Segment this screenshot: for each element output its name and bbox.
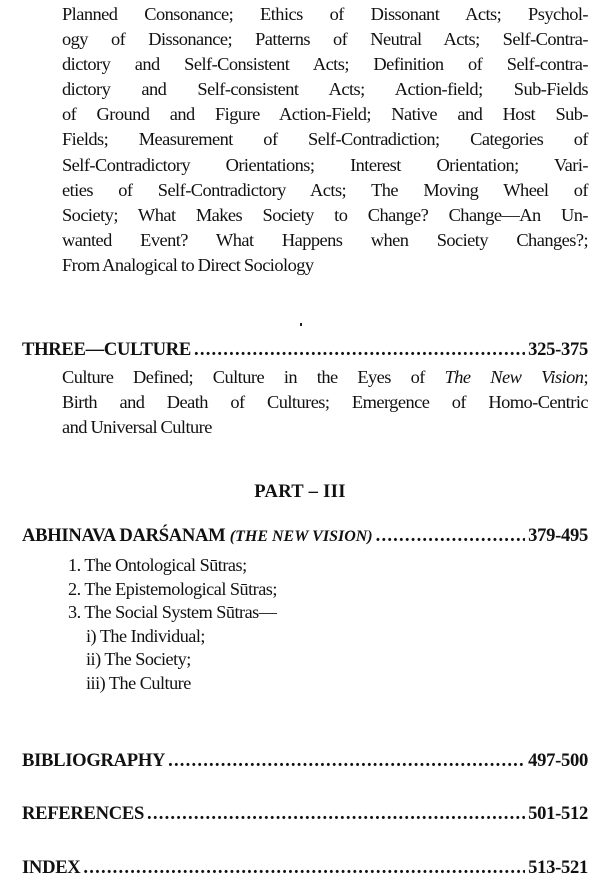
list-item: 1. The Ontological Sūtras; [68, 555, 247, 575]
intro-line: dictory and Self-Consistent Acts; Definition of Self-contra- [62, 54, 588, 75]
dot-leader [376, 525, 526, 547]
list-subitem: iii) The Culture [86, 672, 191, 693]
list-item: 2. The Epistemological Sūtras; [68, 578, 277, 599]
intro-paragraph [62, 2, 588, 278]
list-subitem: ii) The Society; [86, 649, 191, 670]
entry-title: THREE—CULTURE [22, 339, 191, 360]
part-heading: PART – III [254, 481, 346, 502]
entry-pages: 501-512 [528, 803, 588, 824]
entry-title: REFERENCES [22, 803, 145, 824]
entry-title: INDEX [22, 857, 81, 878]
stray-mark [300, 323, 302, 326]
dot-leader [83, 857, 525, 879]
toc-entry-bibliography [22, 750, 588, 772]
toc-entry-abhinava [22, 525, 588, 547]
entry-pages: 325-375 [528, 339, 588, 360]
intro-line: dictory and Self-consistent Acts; Action-field; Sub-Fields [62, 79, 588, 100]
entry-pages: 513-521 [528, 857, 588, 878]
toc-entry-culture [22, 339, 588, 361]
entry-pages: 379-495 [528, 525, 588, 546]
entry-pages: 497-500 [528, 750, 588, 771]
intro-line: Planned Consonance; Ethics of Dissonant Acts; Psychol- [62, 4, 588, 24]
intro-line: Fields; Measurement of Self-Contradiction; Categories of [62, 129, 588, 150]
culture-line: Birth and Death of Cultures; Emergence of Homo-Centric [62, 392, 588, 413]
culture-line: Culture Defined; Culture in the Eyes of The New Vision; [62, 367, 588, 387]
intro-line: of Ground and Figure Action-Field; Native and Host Sub- [62, 104, 588, 125]
list-subitem: i) The Individual; [86, 625, 205, 646]
intro-line: eties of Self-Contradictory Acts; The Moving Wheel of [62, 179, 588, 200]
dot-leader [194, 339, 525, 361]
dot-leader [147, 803, 525, 825]
intro-line: ogy of Dissonance; Patterns of Neutral Acts; Self-Contra- [62, 29, 588, 50]
toc-entry-references [22, 803, 588, 825]
entry-title: BIBLIOGRAPHY [22, 750, 166, 771]
sutra-list [68, 554, 277, 696]
dot-leader [168, 750, 525, 772]
intro-line: Self-Contradictory Orientations; Interest Orientation; Vari- [62, 154, 588, 175]
culture-description [62, 365, 588, 440]
intro-line: From Analogical to Direct Sociology [62, 254, 314, 275]
culture-line: and Universal Culture [62, 417, 212, 438]
intro-line: wanted Event? What Happens when Society Changes?; [62, 229, 588, 250]
entry-title: ABHINAVA DARŚANAM (THE NEW VISION) [22, 525, 373, 546]
intro-line: Society; What Makes Society to Change? Change—An Un- [62, 204, 588, 225]
list-item: 3. The Social System Sūtras— [68, 602, 277, 623]
toc-entry-index [22, 857, 588, 879]
